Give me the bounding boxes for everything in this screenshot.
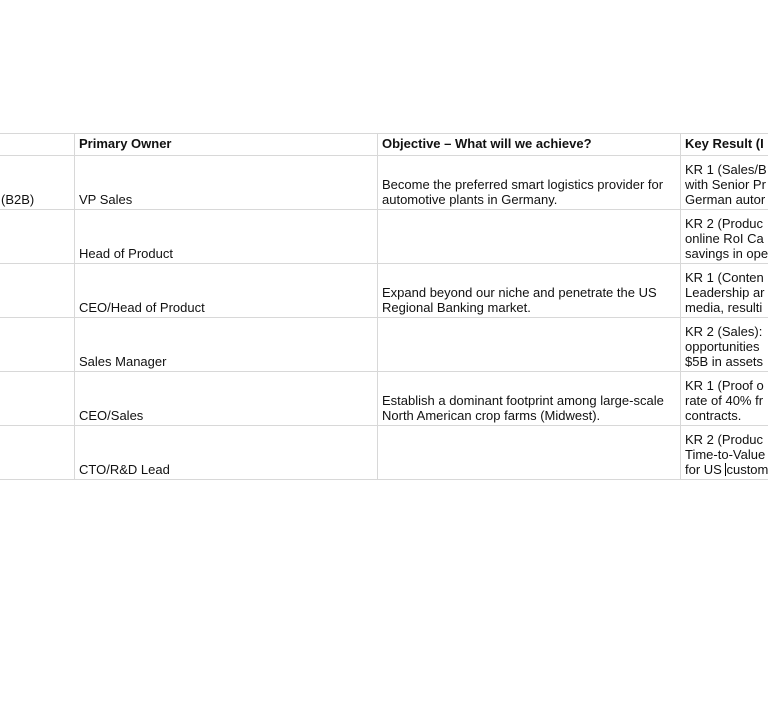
kr-line: Time-to-Value bbox=[685, 447, 766, 462]
kr-line: KR 2 (Produc bbox=[685, 216, 764, 231]
objective-text: Become the preferred smart logistics provider for automotive plants in Germany. bbox=[382, 177, 664, 207]
kr-line-with-cursor bbox=[685, 462, 768, 477]
kr-line: savings in ope bbox=[685, 246, 768, 261]
cell-objective[interactable] bbox=[378, 372, 681, 426]
cell-objective[interactable] bbox=[378, 210, 681, 264]
okr-table bbox=[0, 133, 768, 480]
cell-objective[interactable] bbox=[378, 426, 681, 480]
kr-line-part: custom bbox=[726, 462, 768, 477]
objective-text: Expand beyond our niche and penetrate the US Regional Banking market. bbox=[382, 285, 657, 315]
kr-line: $5B in assets bbox=[685, 354, 764, 369]
cell-key-result[interactable] bbox=[681, 426, 768, 480]
cell-segment[interactable] bbox=[0, 426, 75, 480]
kr-line: KR 2 (Produc bbox=[685, 432, 764, 447]
cell-owner[interactable]: CEO/Sales bbox=[75, 372, 378, 426]
table-row bbox=[0, 426, 768, 480]
cell-key-result[interactable] bbox=[681, 264, 768, 318]
cell-owner[interactable]: VP Sales bbox=[75, 156, 378, 210]
kr-line: with Senior Pr bbox=[685, 177, 766, 192]
kr-line: opportunities bbox=[685, 339, 760, 354]
table-row bbox=[0, 318, 768, 372]
cell-owner[interactable]: Head of Product bbox=[75, 210, 378, 264]
kr-line: Leadership ar bbox=[685, 285, 765, 300]
kr-line: contracts. bbox=[685, 408, 742, 423]
kr-line: German autor bbox=[685, 192, 766, 207]
objective-text: Establish a dominant footprint among large-scale North American crop farms (Midwest). bbox=[382, 393, 664, 423]
kr-line: rate of 40% fr bbox=[685, 393, 764, 408]
cell-objective[interactable] bbox=[378, 156, 681, 210]
cell-owner[interactable]: Sales Manager bbox=[75, 318, 378, 372]
table-row bbox=[0, 210, 768, 264]
cell-segment[interactable] bbox=[0, 264, 75, 318]
table-row bbox=[0, 372, 768, 426]
header-row bbox=[0, 134, 768, 156]
cell-objective[interactable] bbox=[378, 318, 681, 372]
cell-segment[interactable] bbox=[0, 372, 75, 426]
cell-key-result[interactable] bbox=[681, 318, 768, 372]
header-cell-segment[interactable] bbox=[0, 134, 75, 156]
kr-line: online RoI Ca bbox=[685, 231, 764, 246]
kr-line-part: for US bbox=[685, 462, 726, 477]
header-cell-key-result[interactable]: Key Result (I bbox=[681, 134, 768, 156]
kr-line: KR 1 (Sales/B bbox=[685, 162, 767, 177]
table-row bbox=[0, 156, 768, 210]
cell-owner[interactable]: CEO/Head of Product bbox=[75, 264, 378, 318]
cell-segment[interactable] bbox=[0, 318, 75, 372]
table-row bbox=[0, 264, 768, 318]
header-cell-owner[interactable]: Primary Owner bbox=[75, 134, 378, 156]
header-cell-objective[interactable]: Objective – What will we achieve? bbox=[378, 134, 681, 156]
cell-owner[interactable]: CTO/R&D Lead bbox=[75, 426, 378, 480]
kr-line: media, resulti bbox=[685, 300, 763, 315]
cell-key-result[interactable] bbox=[681, 156, 768, 210]
cell-objective[interactable] bbox=[378, 264, 681, 318]
cell-segment[interactable]: (B2B) bbox=[0, 156, 75, 210]
cell-segment[interactable] bbox=[0, 210, 75, 264]
kr-line: KR 1 (Proof o bbox=[685, 378, 764, 393]
cell-key-result[interactable] bbox=[681, 372, 768, 426]
kr-line: KR 2 (Sales): bbox=[685, 324, 763, 339]
cell-key-result[interactable] bbox=[681, 210, 768, 264]
kr-line: KR 1 (Conten bbox=[685, 270, 764, 285]
